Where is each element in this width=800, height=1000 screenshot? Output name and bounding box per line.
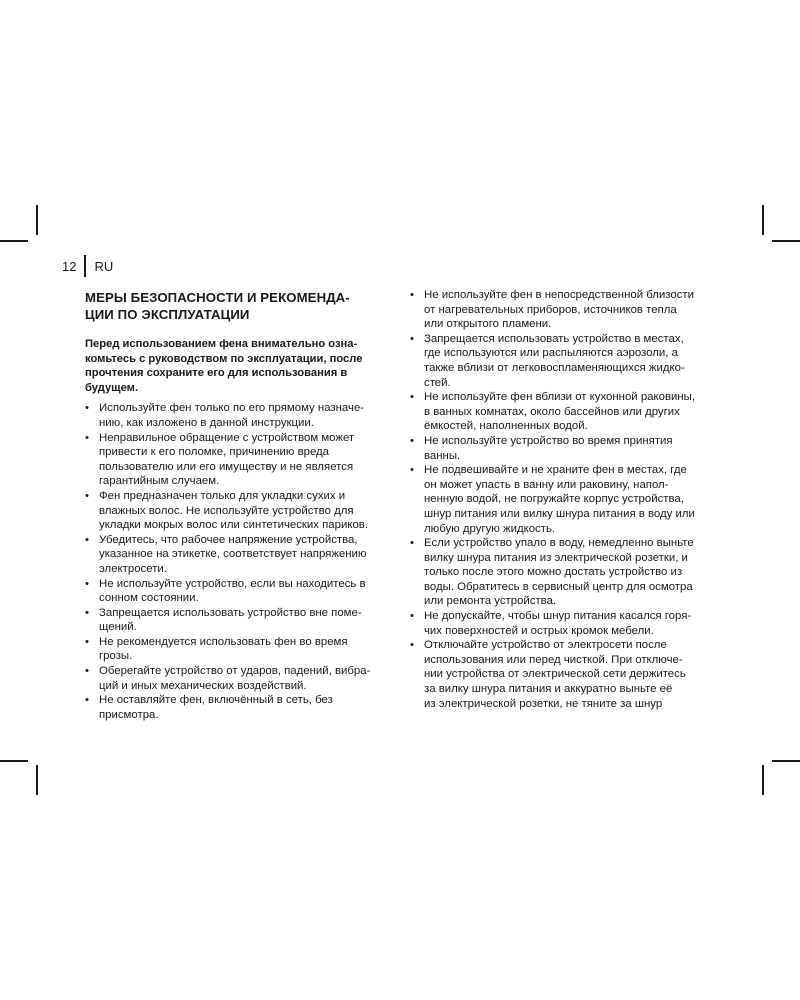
crop-mark [762,765,764,795]
page-number: 12 [62,258,77,274]
right-bullet-list [410,288,715,711]
crop-mark [36,765,38,795]
crop-mark [772,240,800,242]
list-item: • Неправильное обращение с устройством может привести к его поломке, причинению вреда пользователю или его имуществу и не является гарантийным случаем. [85,431,390,489]
list-item: • Не используйте устройство во время принятия ванны. [410,434,715,463]
section-title: МЕРЫ БЕЗОПАСНОСТИ И РЕКОМЕНДА- ЦИИ ПО ЭКСПЛУАТАЦИИ [85,290,350,322]
left-column [85,289,390,722]
list-item: • Фен предназначен только для укладки сухих и влажных волос. Не используйте устройство для укладки мокрых волос или синтетических париков. [85,489,390,533]
list-item: • Не используйте фен в непосредственной близости от нагревательных приборов, источников тепла или открытого пламени. [410,288,715,332]
list-item: • Запрещается использовать устройство в местах, где используются или распыляются аэрозоли, а также вблизи от легковоспламеняющихся жидко- стей. [410,332,715,390]
list-item: • Не используйте фен вблизи от кухонной раковины, в ванных комнатах, около бассейнов или других ёмкостей, наполненных водой. [410,390,715,434]
left-bullet-list [85,401,390,722]
crop-mark [0,240,28,242]
list-item: • Используйте фен только по его прямому назначе- нию, как изложено в данной инструкции. [85,401,390,430]
crop-mark [762,205,764,235]
list-item: • Не подвешивайте и не храните фен в местах, где он может упасть в ванну или раковину, напол- ненную водой, не погружайте корпус устройства, шнур питания или вилку шнура питания в воду или любую другую жидкость. [410,463,715,536]
list-item: • Не допускайте, чтобы шнур питания касался горя- чих поверхностей и острых кромок мебели. [410,609,715,638]
right-column [410,288,715,711]
list-item: • Убедитесь, что рабочее напряжение устройства, указанное на этикетке, соответствует напряжению электросети. [85,533,390,577]
crop-mark [0,760,28,762]
list-item: • Не оставляйте фен, включённый в сеть, без присмотра. [85,693,390,722]
intro-text: Перед использованием фена внимательно озна- комьтесь с руководством по эксплуатации, после прочтения сохраните его для использования в будущем. [85,338,363,394]
list-item: • Если устройство упало в воду, немедленно выньте вилку шнура питания из электрической розетки, и только после этого можно достать устройство из воды. Обратитесь в сервисный центр для осмотра или ремонта устройства. [410,536,715,609]
list-item: • Запрещается использовать устройство вне поме- щений. [85,606,390,635]
header-divider [84,255,86,277]
language-code: RU [94,258,114,274]
list-item: • Отключайте устройство от электросети после использования или перед чисткой. При отключе- нии устройства от электрической сети держитесь за вилку шнура питания и аккуратно выньте её из электрической розетки, не тяните за шнур [410,638,715,711]
list-item: • Не используйте устройство, если вы находитесь в сонном состоянии. [85,577,390,606]
crop-mark [36,205,38,235]
crop-mark [772,760,800,762]
list-item: • Не рекомендуется использовать фен во время грозы. [85,635,390,664]
list-item: • Оберегайте устройство от ударов, падений, вибра- ций и иных механических воздействий. [85,664,390,693]
page-header [62,256,113,276]
